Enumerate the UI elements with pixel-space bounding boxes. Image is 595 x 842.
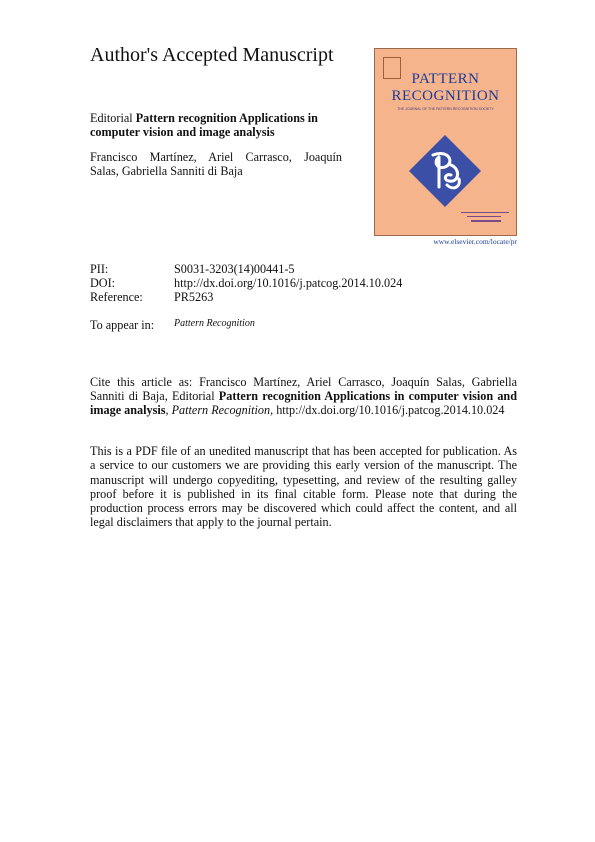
citation-doi-link[interactable]: http://dx.doi.org/10.1016/j.patcog.2014.10.024 xyxy=(273,403,505,417)
pr-diamond-logo-icon xyxy=(409,135,481,207)
journal-cover[interactable] xyxy=(374,48,517,236)
authors-line1: Francisco Martínez, Ariel Carrasco, Joaquín xyxy=(90,150,342,164)
doi-label: DOI: xyxy=(90,276,116,290)
article-title-line2: computer vision and image analysis xyxy=(90,125,275,139)
journal-name: Pattern Recognition xyxy=(174,318,255,329)
publisher-mark-icon xyxy=(461,209,509,225)
article-authors xyxy=(90,150,342,178)
article-title xyxy=(90,111,342,139)
citation-title: Pattern recognition Applications in computer vision and image analysis xyxy=(90,389,517,417)
to-appear-label: To appear in: xyxy=(90,318,155,332)
doi-link[interactable]: http://dx.doi.org/10.1016/j.patcog.2014.10.024 xyxy=(174,276,403,290)
article-prefix: Editorial xyxy=(90,111,136,125)
reference-value: PR5263 xyxy=(174,290,214,304)
cover-url-link[interactable]: www.elsevier.com/locate/pr xyxy=(433,237,517,246)
citation-sep: , xyxy=(165,403,172,417)
citation-journal: Pattern Recognition, xyxy=(171,403,274,417)
cover-subtitle: THE JOURNAL OF THE PATTERN RECOGNITION SOCIETY xyxy=(397,107,494,111)
pii-label: PII: xyxy=(90,262,109,276)
page-heading: Author's Accepted Manuscript xyxy=(90,44,334,66)
manuscript-notice: This is a PDF file of an unedited manuscript that has been accepted for publication. As a service to our customers we are providing this early version of the manuscript. The manuscript will undergo copyediting, typesetting, and review of the resulting galley proof before it is published in its final citable form. Please note that during the production process errors may be discovered which could affect the content, and all legal disclaimers that apply to the journal pertain. xyxy=(90,444,517,530)
article-title-line1: Pattern recognition Applications in xyxy=(135,111,318,125)
citation-block xyxy=(90,375,517,417)
citation-lead: Cite this article as: Francisco Martínez, Ariel Carrasco, Joaquín Salas, Gabriella Sanniti di Baja, Editorial xyxy=(90,375,517,403)
pii-value: S0031-3203(14)00441-5 xyxy=(174,262,295,276)
authors-line2: Salas, Gabriella Sanniti di Baja xyxy=(90,164,243,178)
cover-title-line1: PATTERN xyxy=(411,71,480,87)
cover-title-line2: RECOGNITION xyxy=(391,88,500,104)
reference-label: Reference: xyxy=(90,290,143,304)
